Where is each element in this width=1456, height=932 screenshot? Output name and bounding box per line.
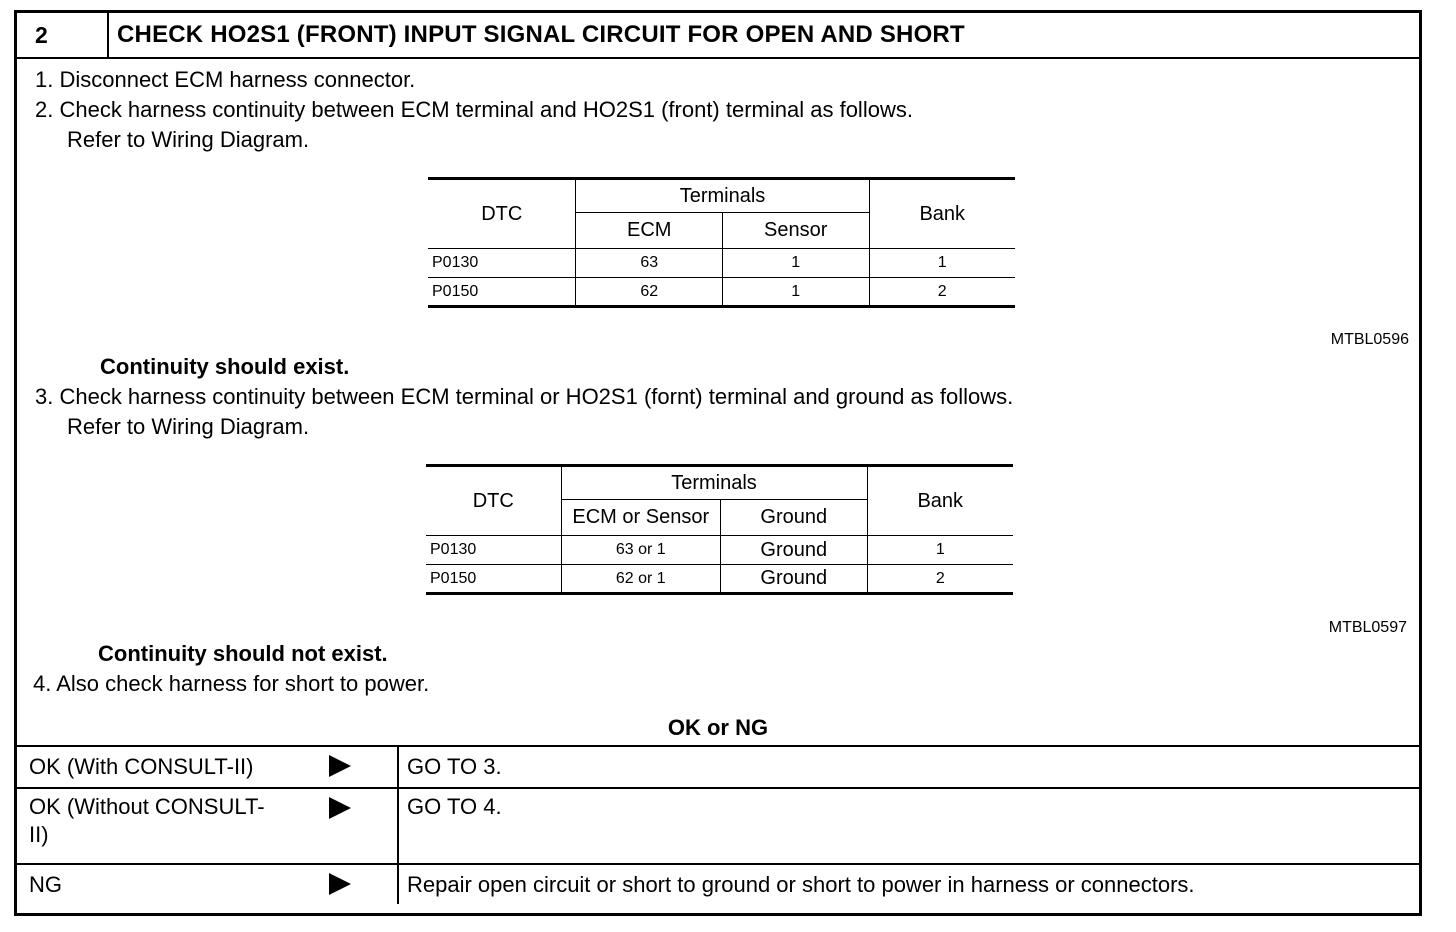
sensor-terminal-cell: 1 <box>722 249 869 278</box>
arrow-icon-cell <box>329 788 398 864</box>
dtc-cell: P0130 <box>428 249 576 278</box>
header-ecm: ECM <box>576 213 722 249</box>
sensor-terminal-cell: 1 <box>722 278 869 307</box>
step-4-text: 4. Also check harness for short to power. <box>33 671 430 696</box>
result-row <box>17 788 1419 864</box>
table-row <box>428 249 1015 278</box>
dtc-cell: P0130 <box>426 536 561 565</box>
ok-or-ng-heading: OK or NG <box>667 715 769 740</box>
step-3-text: 3. Check harness continuity between ECM terminal or HO2S1 (fornt) terminal and ground as follows. <box>35 384 1014 409</box>
result-row <box>17 746 1419 788</box>
terminal-cell: 62 or 1 <box>561 565 720 594</box>
result-condition: OK (With CONSULT-II) <box>17 746 329 788</box>
arrow-right-icon <box>329 755 351 777</box>
ecm-terminal-cell: 62 <box>576 278 722 307</box>
continuity-table-2 <box>426 464 1013 595</box>
result-condition: OK (Without CONSULT- II) <box>17 788 329 864</box>
dtc-cell: P0150 <box>428 278 576 307</box>
table-row <box>428 278 1015 307</box>
header-dtc: DTC <box>426 466 561 536</box>
result-action: Repair open circuit or short to ground or short to power in harness or connectors. <box>398 864 1419 904</box>
bank-cell: 1 <box>867 536 1013 565</box>
header-ecm-or-sensor: ECM or Sensor <box>561 500 720 536</box>
ground-cell: Ground <box>720 565 867 594</box>
table-row <box>426 536 1013 565</box>
step-header <box>17 13 1419 59</box>
arrow-icon-cell <box>329 864 398 904</box>
step-2-expected-result: Continuity should exist. <box>100 354 350 379</box>
continuity-table-1 <box>428 177 1015 308</box>
ground-cell: Ground <box>720 536 867 565</box>
header-terminals: Terminals <box>576 179 869 213</box>
arrow-icon-cell <box>329 746 398 788</box>
step-3-expected-result: Continuity should not exist. <box>98 641 388 666</box>
step-title: CHECK HO2S1 (FRONT) INPUT SIGNAL CIRCUIT FOR OPEN AND SHORT <box>117 21 965 48</box>
result-condition: NG <box>17 864 329 904</box>
header-bank: Bank <box>869 179 1015 249</box>
header-terminals: Terminals <box>561 466 867 500</box>
arrow-right-icon <box>329 873 351 895</box>
ecm-terminal-cell: 63 <box>576 249 722 278</box>
step-number: 2 <box>17 13 109 57</box>
step-1-text: 1. Disconnect ECM harness connector. <box>35 67 416 92</box>
table-row <box>426 565 1013 594</box>
bank-cell: 2 <box>867 565 1013 594</box>
header-ground: Ground <box>720 500 867 536</box>
terminal-cell: 63 or 1 <box>561 536 720 565</box>
step-2-text: 2. Check harness continuity between ECM terminal and HO2S1 (front) terminal as follows. <box>35 97 913 122</box>
result-action: GO TO 3. <box>398 746 1419 788</box>
bank-cell: 2 <box>869 278 1015 307</box>
result-action: GO TO 4. <box>398 788 1419 864</box>
arrow-right-icon <box>329 797 351 819</box>
result-table <box>17 745 1419 904</box>
header-bank: Bank <box>867 466 1013 536</box>
table-2-code: MTBL0597 <box>1328 619 1407 636</box>
step-2-ref: Refer to Wiring Diagram. <box>67 127 310 152</box>
result-row <box>17 864 1419 904</box>
bank-cell: 1 <box>869 249 1015 278</box>
procedure-frame <box>14 10 1422 916</box>
header-sensor: Sensor <box>722 213 869 249</box>
table-1-code: MTBL0596 <box>1330 331 1409 348</box>
header-dtc: DTC <box>428 179 576 249</box>
step-3-ref: Refer to Wiring Diagram. <box>67 414 310 439</box>
dtc-cell: P0150 <box>426 565 561 594</box>
